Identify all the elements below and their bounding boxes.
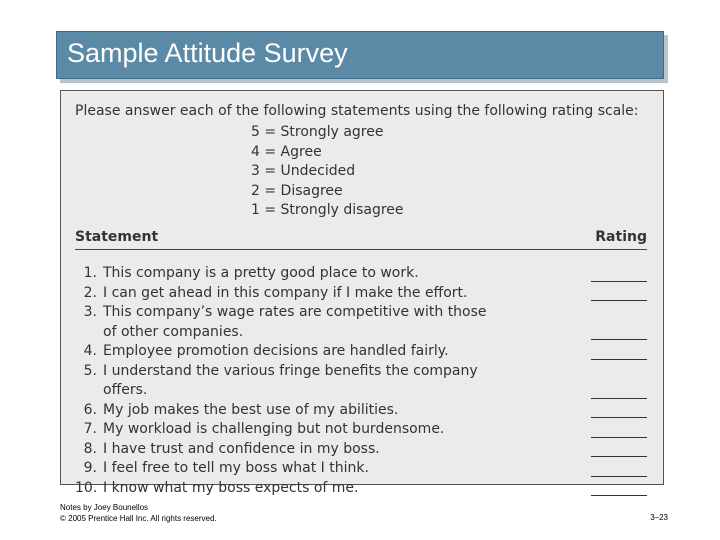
statement-item — [75, 264, 647, 284]
rating-blank[interactable] — [591, 359, 647, 360]
item-text: I have trust and confidence in my boss. — [103, 440, 380, 457]
rating-blank[interactable] — [591, 417, 647, 418]
item-number: 1. — [83, 265, 97, 281]
scale-item-5: 5 = Strongly agree — [251, 124, 384, 140]
statement-item — [75, 420, 647, 440]
rating-blank[interactable] — [591, 398, 647, 399]
header-divider — [75, 249, 647, 250]
item-number: 9. — [83, 460, 97, 476]
rating-blank[interactable] — [591, 300, 647, 301]
statement-item — [75, 303, 647, 342]
rating-scale — [251, 123, 404, 221]
item-text: My workload is challenging but not burdensome. — [103, 421, 445, 437]
footer-author: Notes by Joey Bounellos — [60, 503, 149, 512]
statement-item — [75, 401, 647, 421]
statement-item — [75, 459, 647, 479]
rating-blank[interactable] — [591, 281, 647, 282]
scale-item-1: 1 = Strongly disagree — [251, 202, 404, 218]
survey-panel — [60, 90, 664, 496]
item-number: 8. — [83, 440, 97, 457]
footer-copyright: © 2005 Prentice Hall Inc. All rights reserved. — [60, 514, 217, 523]
item-text: Employee promotion decisions are handled fairly. — [103, 343, 449, 359]
item-text: This company is a pretty good place to work. — [103, 265, 419, 281]
item-number: 5. — [83, 362, 97, 379]
item-text: My job makes the best use of my abilities. — [103, 401, 399, 418]
footer — [60, 502, 217, 524]
rating-blank[interactable] — [591, 456, 647, 457]
item-number: 3. — [83, 304, 97, 320]
rating-blank[interactable] — [591, 495, 647, 496]
item-number: 10. — [75, 479, 98, 496]
scale-item-2: 2 = Disagree — [251, 182, 343, 199]
scale-item-4: 4 = Agree — [251, 143, 322, 160]
statement-item — [75, 342, 647, 362]
item-text: I feel free to tell my boss what I think. — [103, 460, 369, 476]
item-number: 6. — [83, 401, 97, 418]
rating-blank[interactable] — [591, 437, 647, 438]
statement-item — [75, 284, 647, 304]
statement-item — [75, 440, 647, 460]
item-number: 7. — [83, 421, 97, 437]
rating-header: Rating — [595, 229, 647, 245]
statement-list — [75, 264, 647, 498]
page-number: 3–23 — [650, 513, 668, 522]
title-bar — [56, 31, 664, 79]
item-text: This company’s wage rates are competitive with those of other companies. — [103, 304, 487, 340]
item-text: I can get ahead in this company if I make the effort. — [103, 284, 468, 301]
rating-blank[interactable] — [591, 476, 647, 477]
item-text: I know what my boss expects of me. — [103, 479, 359, 496]
item-number: 4. — [83, 343, 97, 359]
slide-title: Sample Attitude Survey — [67, 38, 348, 68]
statement-header: Statement — [75, 229, 159, 245]
statement-item — [75, 362, 647, 401]
scale-item-3: 3 = Undecided — [251, 163, 356, 179]
statement-item — [75, 479, 647, 499]
rating-blank[interactable] — [591, 339, 647, 340]
item-text: I understand the various fringe benefits the company offers. — [103, 362, 478, 398]
survey-instruction: Please answer each of the following statements using the following rating scale: — [75, 103, 639, 119]
item-number: 2. — [83, 284, 97, 301]
